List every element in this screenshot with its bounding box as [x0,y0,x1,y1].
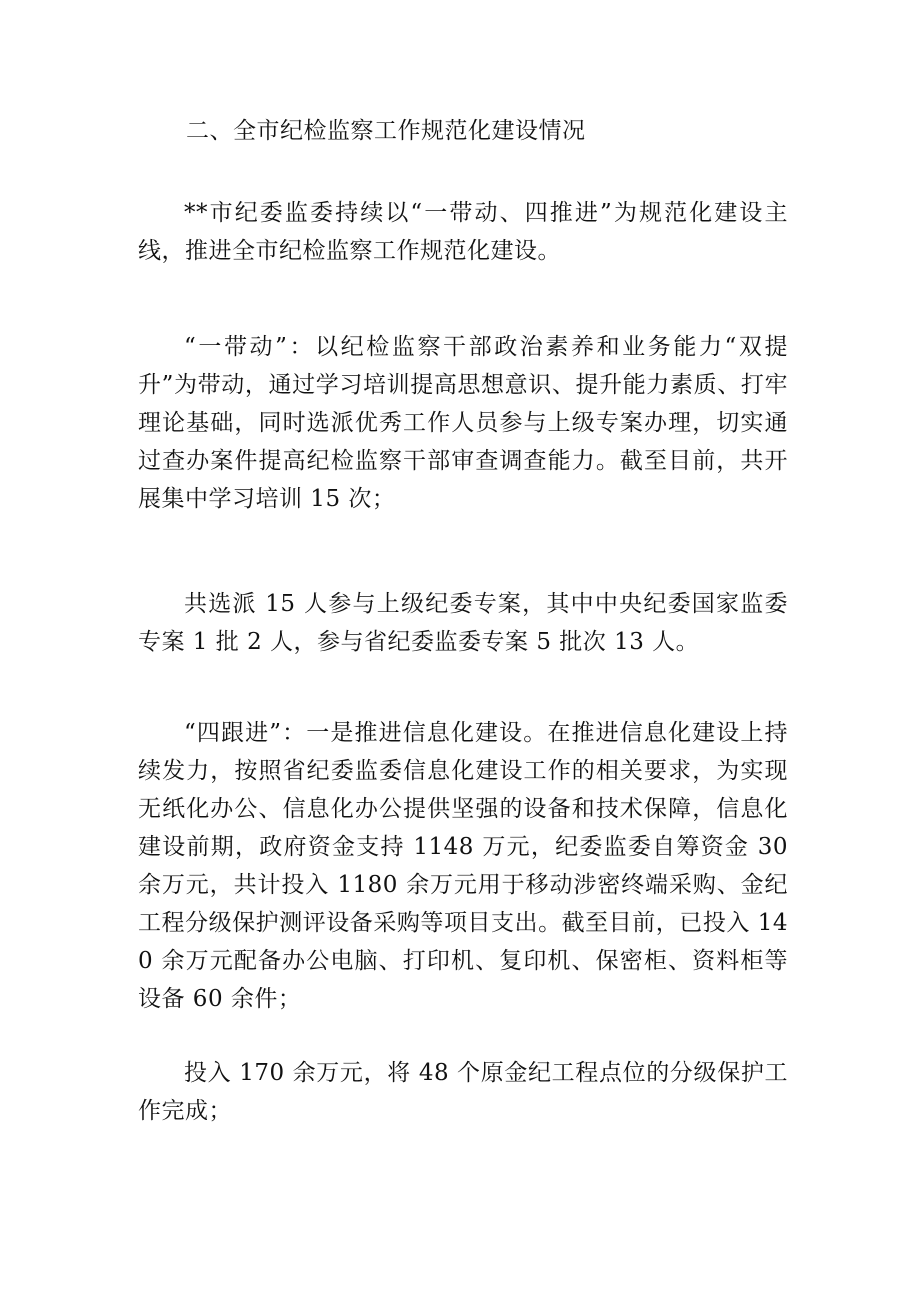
paragraph-four-follow: “四跟进”：一是推进信息化建设。在推进信息化建设上持续发力，按照省纪委监委信息化建设工作的相关要求，为实现无纸化办公、信息化办公提供坚强的设备和技术保障，信息化建设前期，政府资金支持 1148 万元，纪委监委自筹资金 30 余万元，共计投入 1180 余万元用于移动涉密终端采购、金纪工程分级保护测评设备采购等项目支出。截至目前，已投入 140 余万元配备办公电脑、打印机、复印机、保密柜、资料柜等设备 60 余件； [138,720,788,1012]
paragraph-dispatch: 共选派 15 人参与上级纪委专案，其中中央纪委国家监委专案 1 批 2 人，参与省纪委监委专案 5 批次 13 人。 [138,591,788,655]
paragraph-intro: **市纪委监委持续以“一带动、四推进”为规范化建设主线，推进全市纪检监察工作规范化建设。 [138,200,788,264]
paragraph-investment: 投入 170 余万元，将 48 个原金纪工程点位的分级保护工作完成； [138,1060,788,1124]
paragraph-one-drive: “一带动”：以纪检监察干部政治素养和业务能力“双提升”为带动，通过学习培训提高思想意识、提升能力素质、打牢理论基础，同时选派优秀工作人员参与上级专案办理，切实通过查办案件提高纪检监察干部审查调查能力。截至目前，共开展集中学习培训 15 次； [138,334,788,512]
section-heading: 二、全市纪检监察工作规范化建设情况 [186,118,586,144]
